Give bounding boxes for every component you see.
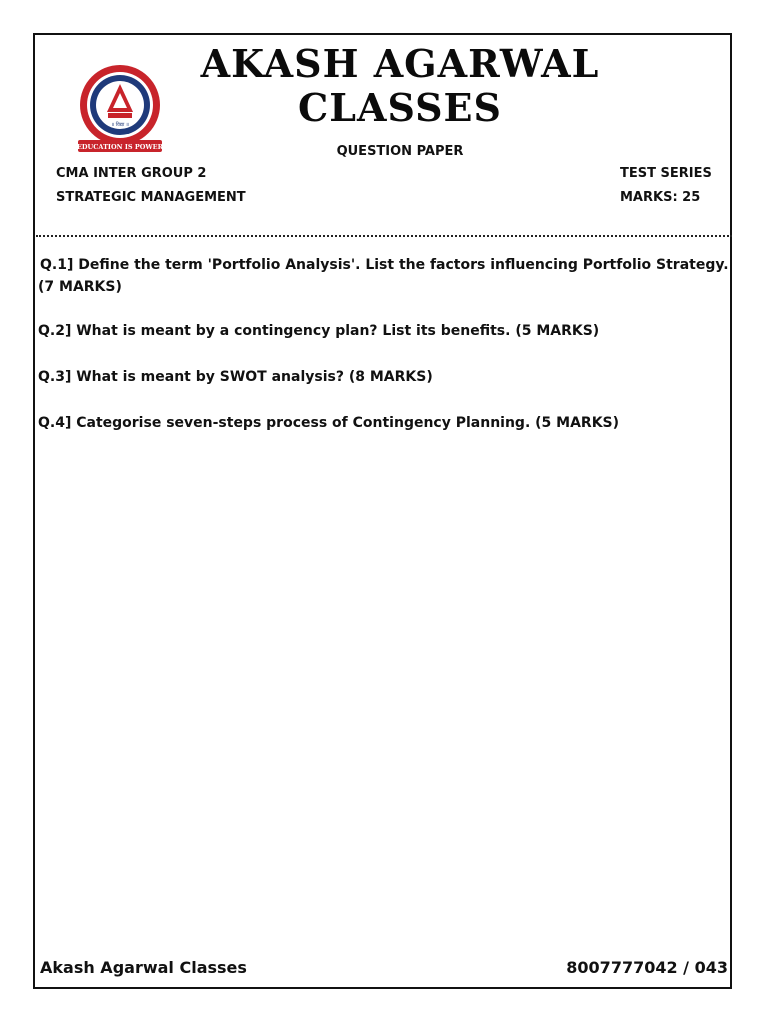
paper-type: QUESTION PAPER	[336, 144, 464, 159]
institute-title-line2: CLASSES	[298, 85, 502, 130]
question-1-line2: (7 MARKS)	[38, 279, 122, 295]
footer-phone: 8007777042 / 043	[566, 958, 728, 977]
question-1-line1: Q.1] Define the term 'Portfolio Analysis'. List the factors influencing Portfolio Strategy.	[40, 257, 729, 273]
question-2: Q.2] What is meant by a contingency plan? List its benefits. (5 MARKS)	[38, 323, 600, 339]
question-3: Q.3] What is meant by SWOT analysis? (8 MARKS)	[38, 369, 433, 385]
svg-text:॥ विद्या ॥: ॥ विद्या ॥	[111, 122, 129, 128]
course-name: CMA INTER GROUP 2	[56, 166, 207, 181]
total-marks: MARKS: 25	[620, 190, 701, 205]
institute-title-line1: AKASH AGARWAL	[200, 41, 600, 86]
question-4: Q.4] Categorise seven-steps process of Contingency Planning. (5 MARKS)	[38, 415, 620, 431]
svg-text:EDUCATION IS POWER: EDUCATION IS POWER	[76, 143, 164, 151]
footer-institute: Akash Agarwal Classes	[40, 958, 247, 977]
section-divider	[36, 235, 732, 237]
subject-name: STRATEGIC MANAGEMENT	[56, 190, 246, 205]
test-series-label: TEST SERIES	[620, 166, 712, 181]
